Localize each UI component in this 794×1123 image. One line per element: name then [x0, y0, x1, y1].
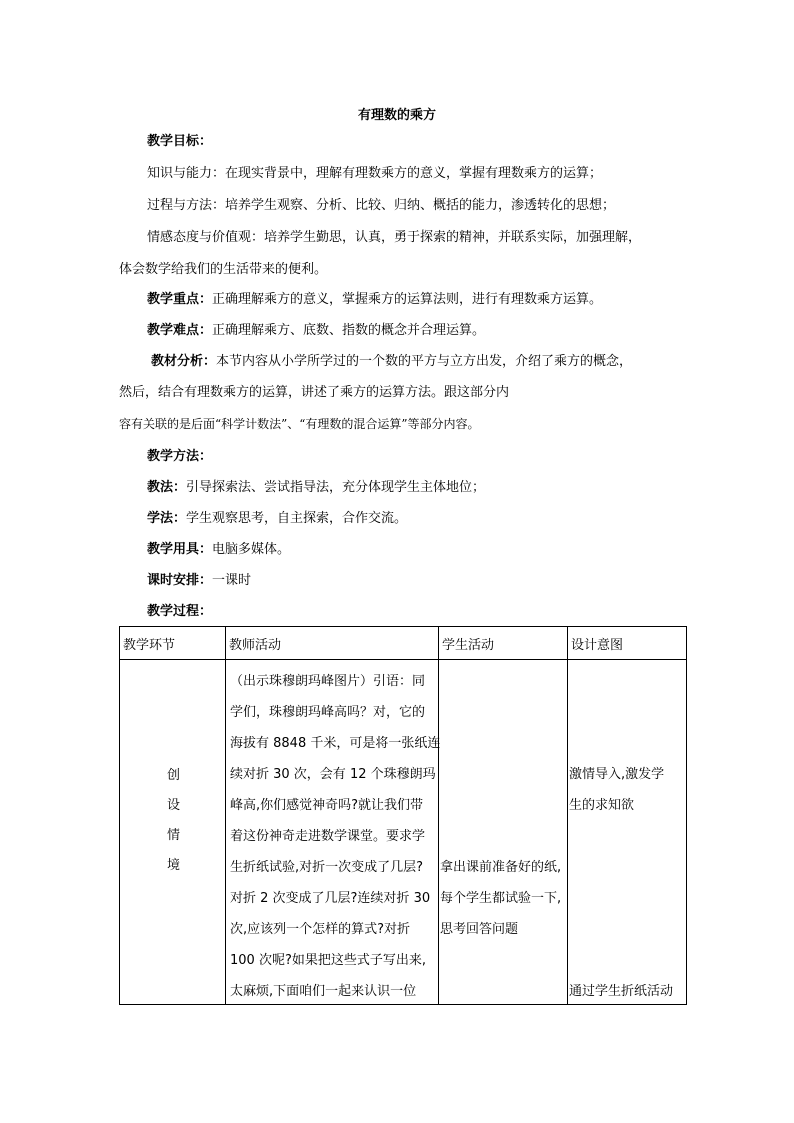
attitude-objective-line2: 体会数学给我们的生活带来的便利。 — [119, 262, 328, 277]
teacher-line: （出示珠穆朗玛峰图片）引语：同 — [230, 674, 426, 689]
material-line2: 然后，结合有理数乘方的运算，讲述了乘方的运算方法。跟这部分内 — [119, 385, 510, 400]
teacher-line: 峰高,你们感觉神奇吗?就让我们带 — [230, 798, 424, 813]
lesson-process-table — [119, 626, 687, 1005]
student-activity-cell — [439, 660, 568, 1005]
material-analysis — [151, 353, 721, 371]
table-row — [120, 660, 687, 1005]
class-schedule — [147, 572, 717, 590]
header-design-intent: 设计意图 — [568, 627, 687, 660]
material-line1: 本节内容从小学所学过的一个数的平方与立方出发，介绍了乘方的概念， — [216, 354, 633, 369]
stage-char: 创 — [167, 768, 181, 783]
stage-char: 设 — [167, 798, 181, 813]
learning-method-label: 学法： — [147, 511, 187, 526]
material-label: 教材分析： — [151, 354, 217, 369]
header-student-activity: 学生活动 — [439, 627, 568, 660]
stage-char: 境 — [167, 858, 181, 873]
difficulty-text: 正确理解乘方、底数、指数的概念并合理运算。 — [212, 323, 486, 338]
teacher-line: 海拔有 8848 千米，可是将一张纸连 — [230, 736, 441, 751]
learning-method-text: 学生观察思考，自主探索，合作交流。 — [186, 511, 408, 526]
design-line: 生的求知欲 — [569, 798, 635, 813]
teacher-line: 续对折 30 次，会有 12 个珠穆朗玛 — [230, 767, 436, 782]
class-schedule-label: 课时安排： — [147, 573, 213, 588]
teacher-line: 对折 2 次变成了几层?连续对折 30 — [230, 891, 431, 906]
teaching-tools — [147, 541, 717, 559]
attitude-objective-line1: 情感态度与价值观：培养学生勤思，认真，勇于探索的精神，并联系实际，加强理解， — [147, 230, 642, 245]
table-header-row — [120, 627, 687, 660]
design-line: 通过学生折纸活动 — [569, 984, 674, 999]
teacher-line: 着这份神奇走进数学课堂。要求学 — [230, 829, 426, 844]
process-objective: 过程与方法：培养学生观察、分析、比较、归纳、概括的能力，渗透转化的思想； — [147, 198, 616, 213]
class-schedule-text: 一课时 — [212, 573, 252, 588]
difficulty-point — [147, 322, 717, 340]
teacher-line: 太麻烦,下面咱们一起来认识一位 — [230, 984, 417, 999]
material-line3: 容有关联的是后面“科学计数法”、“有理数的混合运算”等部分内容。 — [119, 417, 480, 431]
teacher-activity-cell — [226, 660, 439, 1005]
teacher-line: 100 次呢?如果把这些式子写出来, — [230, 953, 426, 968]
document-title: 有理数的乘方 — [357, 108, 436, 123]
student-line: 思考回答问题 — [440, 922, 519, 937]
teacher-line: 学们，珠穆朗玛峰高吗？对，它的 — [230, 705, 426, 720]
key-point-label: 教学重点： — [147, 292, 213, 307]
header-teacher-activity: 教师活动 — [226, 627, 439, 660]
teaching-tools-label: 教学用具： — [147, 542, 213, 557]
stage-cell — [120, 660, 226, 1005]
learning-method — [147, 510, 717, 528]
methods-heading: 教学方法： — [147, 449, 213, 464]
teaching-method — [147, 479, 717, 497]
design-line: 激情导入,激发学 — [569, 767, 665, 782]
design-intent-cell — [568, 660, 687, 1005]
knowledge-objective: 知识与能力：在现实背景中，理解有理数乘方的意义，掌握有理数乘方的运算； — [147, 166, 603, 181]
teaching-method-label: 教法： — [147, 480, 187, 495]
key-point — [147, 291, 717, 309]
teaching-tools-text: 电脑多媒体。 — [212, 542, 291, 557]
procedure-heading: 教学过程： — [147, 604, 213, 619]
teacher-line: 次,应该列一个怎样的算式?对折 — [230, 922, 411, 937]
objectives-heading: 教学目标： — [147, 134, 213, 149]
stage-char: 情 — [167, 828, 181, 843]
student-line: 每个学生都试验一下, — [440, 891, 562, 906]
teacher-line: 生折纸试验,对折一次变成了几层? — [230, 860, 424, 875]
teaching-method-text: 引导探索法、尝试指导法，充分体现学生主体地位； — [186, 480, 486, 495]
key-point-text: 正确理解乘方的意义，掌握乘方的运算法则，进行有理数乘方运算。 — [212, 292, 603, 307]
header-stage: 教学环节 — [120, 627, 226, 660]
student-line: 拿出课前准备好的纸, — [440, 860, 562, 875]
difficulty-label: 教学难点： — [147, 323, 213, 338]
